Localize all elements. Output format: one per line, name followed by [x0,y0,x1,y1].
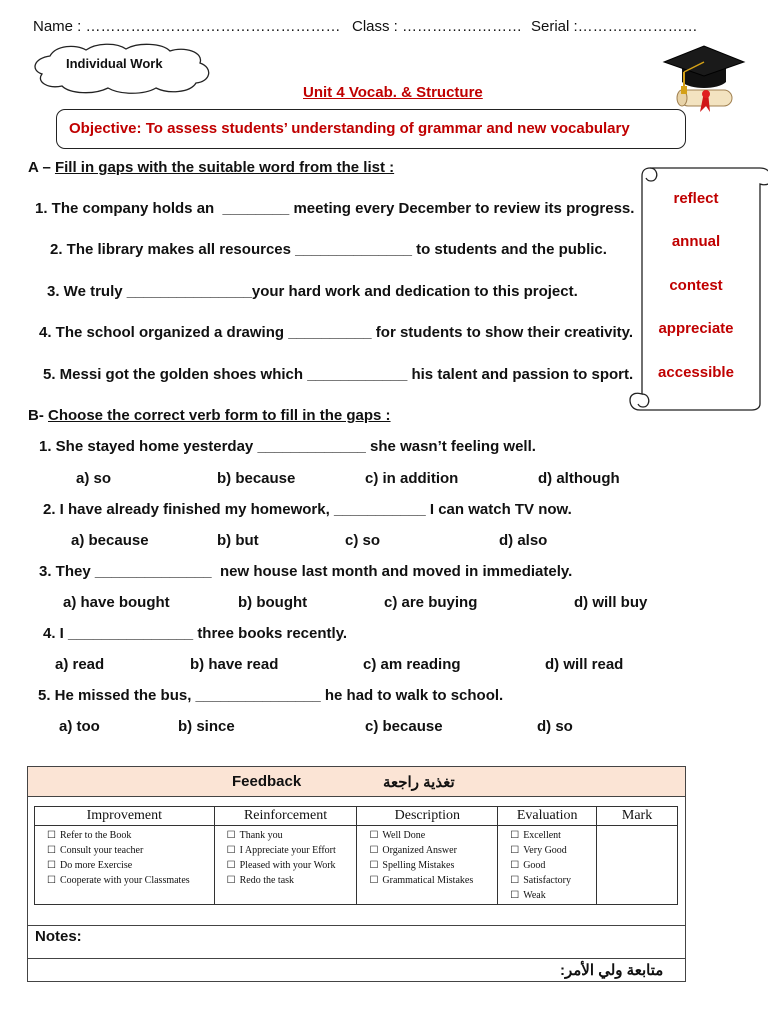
checkbox-item[interactable]: ☐ Weak [510,888,596,903]
option-b1-d[interactable]: d) although [538,470,620,487]
option-b2-c[interactable]: c) so [345,532,381,549]
parent-followup-label: متابعة ولي الأمر: [560,962,664,979]
question-b1: 1. She stayed home yesterday _____________ she wasn’t feeling well. [39,438,536,455]
option-b2-b[interactable]: b) but [217,532,259,549]
option-b5-b[interactable]: b) since [178,718,235,735]
col-mark: Mark [597,807,678,826]
option-b2-a[interactable]: a) because [71,532,149,549]
question-b2: 2. I have already finished my homework, ___________ I can watch TV now. [43,501,572,518]
option-b1-b[interactable]: b) because [217,470,296,487]
question-a1: 1. The company holds an ________ meeting every December to review its progress. [35,200,635,217]
checkbox-item[interactable]: ☐ I Appreciate your Effort [227,843,357,858]
option-b5-a[interactable]: a) too [59,718,100,735]
checkbox-item[interactable]: ☐ Do more Exercise [47,858,214,873]
reinforcement-cell [214,826,357,905]
option-b3-c[interactable]: c) are buying [384,594,478,611]
checkbox-item[interactable]: ☐ Refer to the Book [47,828,214,843]
checkbox-item[interactable]: ☐ Pleased with your Work [227,858,357,873]
evaluation-cell [498,826,597,905]
section-b-title: Choose the correct verb form to fill in the gaps : [48,407,391,424]
col-reinforcement: Reinforcement [214,807,357,826]
option-b4-b[interactable]: b) have read [190,656,279,673]
option-b3-a[interactable]: a) have bought [63,594,170,611]
checkbox-item[interactable]: ☐ Spelling Mistakes [369,858,497,873]
checkbox-item[interactable]: ☐ Thank you [227,828,357,843]
notes-divider [28,925,685,926]
feedback-title-ar: تغذية راجعة [383,774,455,791]
feedback-header [28,767,685,797]
checkbox-item[interactable]: ☐ Organized Answer [369,843,497,858]
word-annual: annual [671,233,721,250]
mark-cell[interactable] [597,826,678,905]
option-b2-d[interactable]: d) also [499,532,548,549]
option-b4-c[interactable]: c) am reading [363,656,461,673]
feedback-table [34,806,678,905]
question-a2: 2. The library makes all resources ______________ to students and the public. [50,241,607,258]
word-appreciate: appreciate [658,320,734,337]
col-description: Description [357,807,498,826]
option-b4-a[interactable]: a) read [55,656,105,673]
question-a4: 4. The school organized a drawing __________ for students to show their creativity. [39,324,634,341]
objective-box: Objective: To assess students’ understanding of grammar and new vocabulary [56,109,686,149]
question-a5: 5. Messi got the golden shoes which ____________ his talent and passion to sport. [43,366,634,383]
option-b3-b[interactable]: b) bought [238,594,308,611]
section-b-prefix: B- [28,407,48,424]
option-b5-c[interactable]: c) because [365,718,443,735]
parent-divider [28,958,685,959]
individual-work-label: Individual Work [66,56,163,71]
unit-title: Unit 4 Vocab. & Structure [303,84,483,101]
description-cell [357,826,498,905]
question-b3: 3. They ______________ new house last month and moved in immediately. [39,563,573,580]
notes-label: Notes: [35,928,82,945]
option-b1-c[interactable]: c) in addition [365,470,459,487]
option-b5-d[interactable]: d) so [537,718,573,735]
section-a-title: Fill in gaps with the suitable word from the list : [54,159,395,176]
checkbox-item[interactable]: ☐ Satisfactory [510,873,596,888]
section-a-heading [28,159,394,176]
class-field[interactable]: Class : …………………… [352,18,523,35]
section-b-heading [28,407,391,424]
checkbox-item[interactable]: ☐ Grammatical Mistakes [369,873,497,888]
improvement-cell [35,826,215,905]
col-evaluation: Evaluation [498,807,597,826]
question-b4: 4. I _______________ three books recently. [43,625,348,642]
checkbox-item[interactable]: ☐ Well Done [369,828,497,843]
checkbox-item[interactable]: ☐ Cooperate with your Classmates [47,873,214,888]
feedback-title-en: Feedback [232,773,302,790]
word-contest: contest [669,277,723,294]
graduation-cap-icon [660,42,746,114]
question-b5: 5. He missed the bus, _______________ he had to walk to school. [38,687,504,704]
checkbox-item[interactable]: ☐ Good [510,858,596,873]
option-b1-a[interactable]: a) so [76,470,112,487]
checkbox-item[interactable]: ☐ Consult your teacher [47,843,214,858]
option-b3-d[interactable]: d) will buy [574,594,648,611]
serial-field[interactable]: Serial :…………………… [531,18,698,35]
name-field[interactable]: Name : …………………………………………… [33,18,341,35]
word-accessible: accessible [658,364,734,381]
section-a-prefix: A – [28,159,55,176]
col-improvement: Improvement [35,807,215,826]
checkbox-item[interactable]: ☐ Excellent [510,828,596,843]
question-a3: 3. We truly _______________your hard work and dedication to this project. [47,283,578,300]
checkbox-item[interactable]: ☐ Redo the task [227,873,357,888]
checkbox-item[interactable]: ☐ Very Good [510,843,596,858]
word-reflect: reflect [673,190,719,207]
option-b4-d[interactable]: d) will read [545,656,624,673]
